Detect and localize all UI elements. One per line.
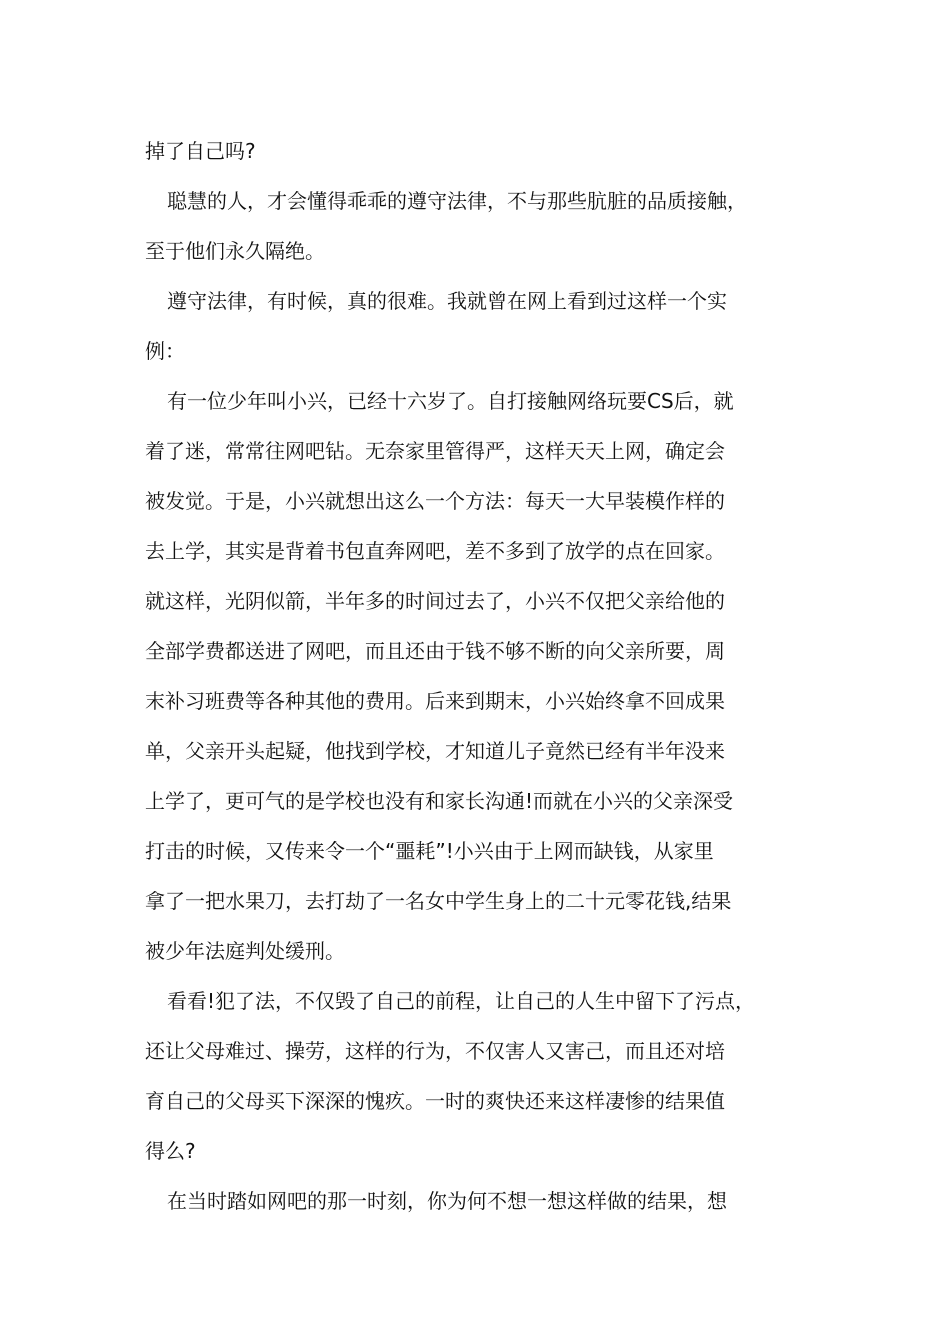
text-line: 单，父亲开头起疑，他找到学校，才知道儿子竟然已经有半年没来 [145, 739, 725, 763]
text-line: 上学了，更可气的是学校也没有和家长沟通!而就在小兴的父亲深受 [145, 789, 734, 813]
text-line: 被少年法庭判处缓刑。 [145, 939, 345, 963]
text-line: 掉了自己吗? [145, 139, 256, 163]
text-line: 还让父母难过、操劳，这样的行为，不仅害人又害己，而且还对培 [145, 1039, 725, 1063]
text-line: 育自己的父母买下深深的愧疚。一时的爽快还来这样凄惨的结果值 [145, 1089, 725, 1113]
text-line: 全部学费都送进了网吧，而且还由于钱不够不断的向父亲所要，周 [145, 639, 725, 663]
text-line: 末补习班费等各种其他的费用。后来到期末，小兴始终拿不回成果 [145, 689, 725, 713]
paragraph-first-line: 在当时踏如网吧的那一时刻，你为何不想一想这样做的结果，想 [167, 1189, 727, 1213]
text-line: 被发觉。于是，小兴就想出这么一个方法：每天一大早装模作样的 [145, 489, 725, 513]
paragraph-first-line: 遵守法律，有时候，真的很难。我就曾在网上看到过这样一个实 [167, 289, 727, 313]
paragraph-first-line: 有一位少年叫小兴，已经十六岁了。自打接触网络玩要CS后，就 [167, 389, 734, 413]
paragraph-first-line: 聪慧的人，才会懂得乖乖的遵守法律，不与那些肮脏的品质接触， [167, 189, 747, 213]
text-line: 例： [145, 339, 185, 363]
text-line: 就这样，光阴似箭，半年多的时间过去了，小兴不仅把父亲给他的 [145, 589, 725, 613]
text-line: 打击的时候，又传来令一个“噩耗”!小兴由于上网而缺钱，从家里 [145, 839, 714, 863]
text-line: 着了迷，常常往网吧钻。无奈家里管得严，这样天天上网，确定会 [145, 439, 725, 463]
text-line: 拿了一把水果刀，去打劫了一名女中学生身上的二十元零花钱,结果 [145, 889, 732, 913]
text-line: 至于他们永久隔绝。 [145, 239, 325, 263]
document-body [145, 126, 810, 1226]
text-line: 去上学，其实是背着书包直奔网吧，差不多到了放学的点在回家。 [145, 539, 725, 563]
paragraph-first-line: 看看!犯了法，不仅毁了自己的前程，让自己的人生中留下了污点， [167, 989, 756, 1013]
text-line: 得么? [145, 1139, 196, 1163]
